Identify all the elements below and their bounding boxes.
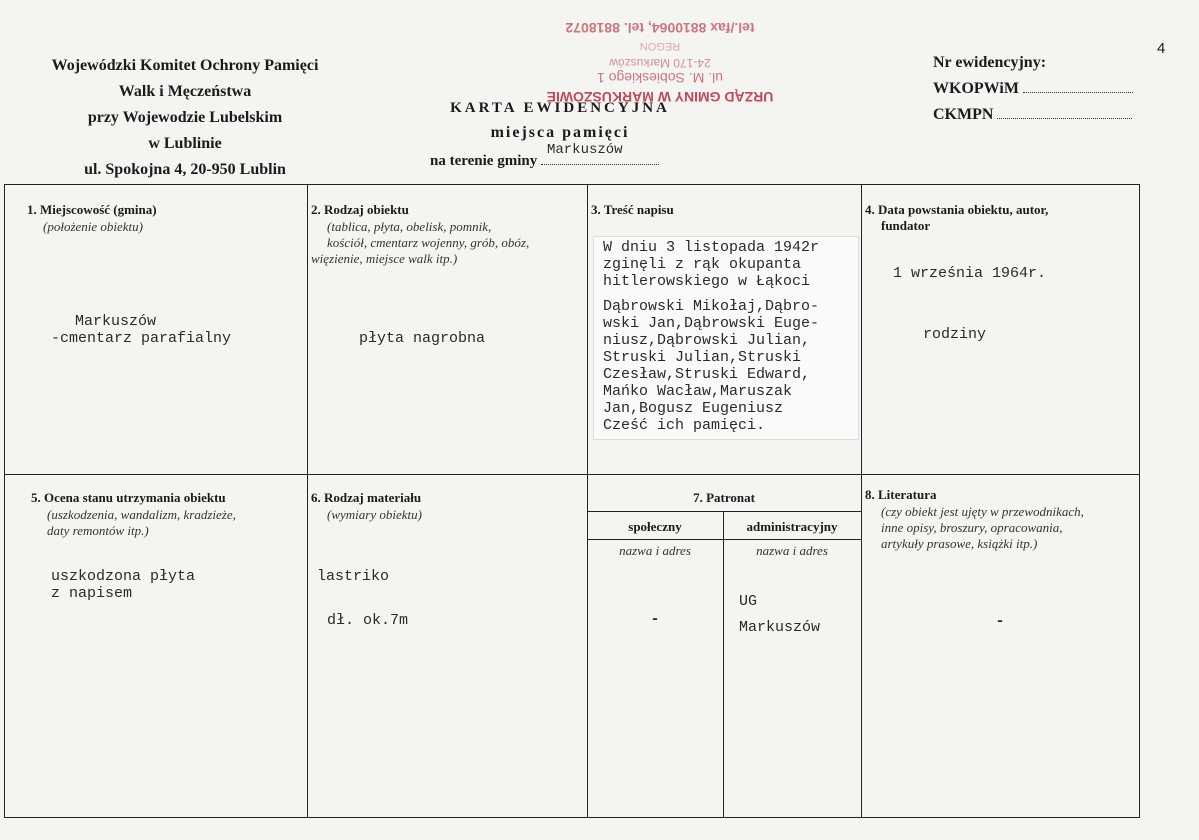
cell-1-title: 1. Miejscowość (gmina) (27, 202, 157, 217)
inscription-line: niusz,Dąbrowski Julian, (603, 332, 811, 349)
creation-date-value: 1 września 1964r. (893, 265, 1047, 282)
founder-value: rodziny (923, 326, 987, 343)
registry-numbers (933, 50, 1163, 128)
cell-8-hint: artykuły prasowe, książki itp.) (881, 536, 1038, 551)
stamp-line: REGON (639, 40, 681, 52)
cell-8-hint: inne opisy, broszury, opracowania, (881, 520, 1063, 535)
inscription-line: W dniu 3 listopada 1942r (603, 239, 820, 256)
patronat-social-header: społeczny (628, 519, 682, 534)
cell-8-title: 8. Literatura (865, 487, 937, 502)
location-value: Markuszów (75, 313, 157, 330)
row-divider (5, 474, 1139, 475)
stamp-line: URZĄD GMINY W MARKUSZOWIE (546, 89, 774, 105)
inscription-line: Jan,Bogusz Eugeniusz (603, 400, 784, 417)
column-divider (307, 185, 308, 817)
cell-4-title: fundator (881, 218, 931, 233)
patronat-admin-subheader: nazwa i adres (756, 543, 828, 558)
literature-value: - (995, 613, 1005, 630)
patronat-subheader-divider (587, 539, 861, 540)
patronat-admin-value: Markuszów (739, 619, 821, 636)
cell-1-hint: (położenie obiektu) (43, 219, 143, 234)
office-stamp (540, 18, 780, 105)
dimensions-value: dł. ok.7m (327, 612, 409, 629)
condition-value: z napisem (51, 585, 133, 602)
cell-6-title: 6. Rodzaj materiału (311, 490, 422, 505)
inscription-line: Czesław,Struski Edward, (603, 366, 811, 383)
inscription-line: Cześć ich pamięci. (603, 417, 766, 434)
gmina-dotted-line (541, 142, 659, 165)
inscription-line: zginęli z rąk okupanta (603, 256, 802, 273)
cell-5-hint: daty remontów itp.) (47, 523, 149, 538)
wkopwim-field (933, 76, 1163, 102)
patronat-header-divider (587, 511, 861, 512)
cell-5-title: 5. Ocena stanu utrzymania obiektu (31, 490, 226, 505)
patronat-admin-value: UG (739, 593, 758, 610)
cell-6-hint: (wymiary obiektu) (327, 507, 422, 522)
stamp-line: tel./fax 8810064, tel. 8818072 (565, 20, 755, 36)
inscription-line: Dąbrowski Mikołaj,Dąbro- (603, 298, 820, 315)
cell-4-title: 4. Data powstania obiektu, autor, (865, 202, 1049, 217)
institution-line: Wojewódzki Komitet Ochrony Pamięci (51, 57, 319, 74)
cell-2-hint: więzienie, miejsce walk itp.) (311, 251, 458, 266)
gmina-label: na terenie gminy (430, 153, 538, 169)
cell-2-title: 2. Rodzaj obiektu (311, 202, 409, 217)
patronat-social-subheader: nazwa i adres (619, 543, 691, 558)
document-subtitle: miejsca pamięci (490, 124, 630, 141)
ckmpn-field (933, 102, 1163, 128)
inscription-line: wski Jan,Dąbrowski Euge- (603, 315, 820, 332)
cell-5-hint: (uszkodzenia, wandalizm, kradzieże, (47, 507, 236, 522)
gmina-value: Markuszów (546, 142, 623, 158)
cell-8-hint: (czy obiekt jest ujęty w przewodnikach, (881, 504, 1084, 519)
wkopwim-label: WKOPWiM (933, 80, 1019, 97)
inscription-text-box (593, 236, 859, 440)
condition-value: uszkodzona płyta (51, 568, 196, 585)
document-title: KARTA EWIDENCYJNA (450, 100, 670, 116)
patronat-social-value: - (650, 611, 660, 628)
ckmpn-label: CKMPN (933, 106, 994, 123)
inscription-line: hitlerowskiego w Łąkoci (603, 273, 811, 290)
inscription-line: Mańko Wacław,Maruszak (603, 383, 793, 400)
cell-3-title: 3. Treść napisu (591, 202, 674, 217)
stamp-line: 24-170 Markuszów (609, 56, 711, 70)
ckmpn-dotted-line (997, 106, 1132, 119)
inscription-line: Struski Julian,Struski (603, 349, 802, 366)
column-divider (861, 185, 862, 817)
location-value: -cmentarz parafialny (51, 330, 232, 347)
page-number: 4 (1157, 40, 1166, 57)
cell-7-title: 7. Patronat (693, 490, 755, 505)
registry-table (4, 184, 1140, 818)
institution-line: ul. Spokojna 4, 20-950 Lublin (84, 161, 286, 178)
object-type-value: płyta nagrobna (359, 330, 486, 347)
institution-line: Walk i Męczeństwa (118, 83, 252, 100)
stamp-line: ul. M. Sobieskiego 1 (596, 70, 724, 86)
gmina-field (430, 142, 730, 170)
patronat-admin-header: administracyjny (746, 519, 838, 534)
wkopwim-dotted-line (1023, 80, 1133, 93)
material-value: lastriko (317, 568, 390, 585)
nr-label: Nr ewidencyjny: (933, 54, 1047, 71)
cell-2-hint: (tablica, płyta, obelisk, pomnik, (327, 219, 492, 234)
institution-line: przy Wojewodzie Lubelskim (87, 109, 283, 126)
institution-line: w Lublinie (148, 135, 222, 152)
institution-header (20, 53, 350, 183)
cell-2-hint: kościół, cmentarz wojenny, grób, obóz, (327, 235, 530, 250)
